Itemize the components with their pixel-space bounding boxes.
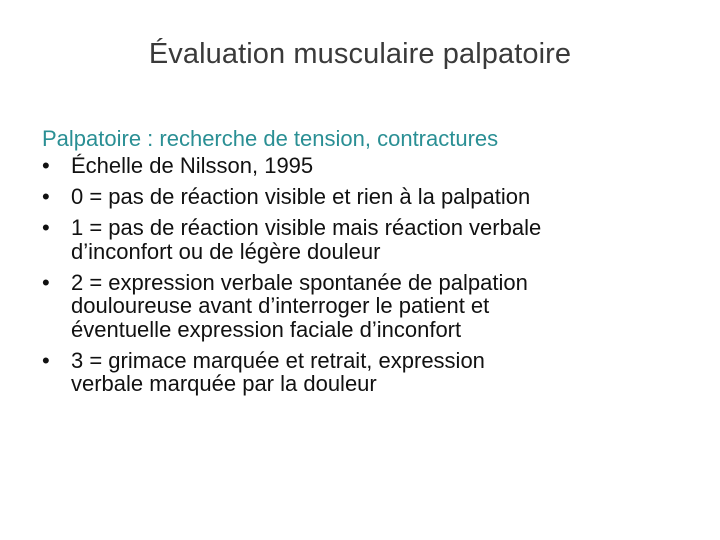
bullet-text: 2 = expression verbale spontanée de palpation [71,269,528,295]
bullet-item-score-3 [42,349,692,396]
bullet-text: 0 = pas de réaction visible et rien à la palpation [71,184,531,209]
slide-title: Évaluation musculaire palpatoire [148,38,572,70]
bullet-dot-icon: • [42,153,50,178]
bullet-text-continuation: éventuelle expression faciale d’inconfort [71,316,462,342]
bullet-item-score-2 [42,271,692,342]
bullet-text: Échelle de Nilsson, 1995 [71,153,314,178]
bullet-item-nilsson-scale [42,154,692,178]
bullet-dot-icon: • [42,347,50,373]
bullet-text: 1 = pas de réaction visible mais réaction verbale [71,215,542,240]
bullet-text-continuation: verbale marquée par la douleur [71,371,377,396]
bullet-list [42,154,692,396]
bullet-item-score-0 [42,185,692,209]
bullet-text: 3 = grimace marquée et retrait, expression [71,347,485,373]
bullet-text-continuation: douloureuse avant d’interroger le patient et [71,293,490,318]
bullet-text-continuation: d’inconfort ou de légère douleur [71,238,381,264]
bullet-dot-icon: • [42,184,50,209]
slide-subtitle: Palpatoire : recherche de tension, contractures [42,126,499,151]
bullet-dot-icon: • [42,215,50,240]
bullet-dot-icon: • [42,269,50,295]
slide-content [42,123,692,396]
bullet-item-score-1 [42,216,692,263]
